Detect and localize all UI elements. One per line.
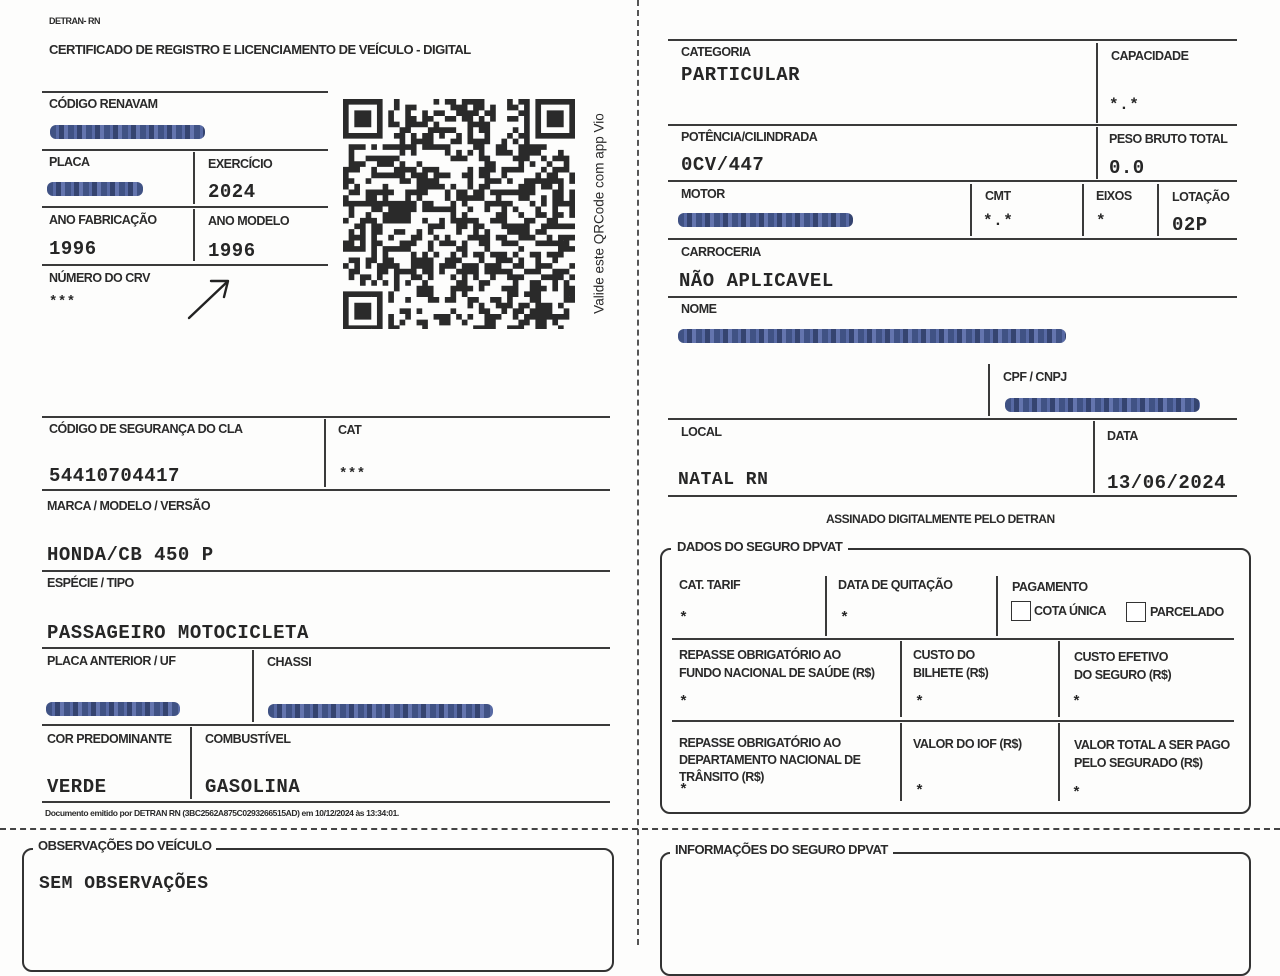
divider	[190, 727, 192, 799]
divider	[668, 296, 1237, 298]
org-name: DETRAN- RN	[49, 16, 100, 26]
info-dpvat-title: INFORMAÇÕES DO SEGURO DPVAT	[675, 842, 888, 857]
placa-anterior-redacted	[46, 702, 180, 716]
data-quitacao-value: *	[840, 610, 850, 627]
iof-value: *	[915, 783, 925, 800]
chassi-redacted	[268, 704, 493, 718]
marca-label: MARCA / MODELO / VERSÃO	[47, 499, 211, 513]
marca-value: HONDA/CB 450 P	[47, 544, 214, 566]
divider	[42, 91, 328, 93]
placa-anterior-label: PLACA ANTERIOR / UF	[47, 654, 176, 668]
cpf-label: CPF / CNPJ	[1003, 370, 1067, 384]
divider	[1058, 641, 1060, 717]
cor-label: COR PREDOMINANTE	[47, 732, 172, 746]
divider	[1157, 184, 1159, 236]
nome-label: NOME	[681, 302, 717, 316]
divider	[1096, 43, 1098, 123]
repasse-transito-label-3: TRÂNSITO (R$)	[679, 770, 764, 784]
cmt-label: CMT	[985, 189, 1011, 203]
qr-caption-wrap	[588, 100, 610, 330]
divider	[668, 39, 1237, 41]
potencia-value: 0CV/447	[681, 154, 765, 176]
total-label-2: PELO SEGURADO (R$)	[1074, 756, 1203, 770]
eixos-label: EIXOS	[1096, 189, 1132, 203]
divider	[252, 650, 254, 722]
renavam-label: CÓDIGO RENAVAM	[49, 97, 158, 111]
data-quitacao-label: DATA DE QUITAÇÃO	[838, 578, 953, 592]
cat-label: CAT	[338, 423, 362, 437]
dpvat-title: DADOS DO SEGURO DPVAT	[677, 539, 843, 554]
divider	[1096, 127, 1098, 179]
divider	[42, 724, 610, 726]
divider	[42, 489, 610, 491]
divider	[672, 638, 1234, 640]
divider	[668, 180, 1237, 182]
data-label: DATA	[1107, 429, 1138, 443]
divider	[970, 184, 972, 236]
especie-value: PASSAGEIRO MOTOCICLETA	[47, 622, 309, 644]
cut-line-horizontal	[0, 828, 1280, 830]
motor-redacted	[678, 213, 853, 227]
divider	[193, 209, 195, 261]
repasse-saude-value: *	[679, 694, 689, 711]
crv-label: NÚMERO DO CRV	[49, 271, 150, 285]
ano-modelo-label: ANO MODELO	[208, 214, 290, 228]
chassi-label: CHASSI	[267, 655, 312, 669]
renavam-redacted	[50, 125, 205, 139]
eixos-value: *	[1096, 212, 1107, 230]
cat-value: ***	[339, 466, 366, 482]
repasse-saude-label-1: REPASSE OBRIGATÓRIO AO	[679, 648, 841, 662]
local-label: LOCAL	[681, 425, 722, 439]
placa-redacted	[47, 182, 143, 196]
divider	[668, 418, 1237, 420]
crv-value: ***	[49, 294, 76, 310]
divider	[42, 149, 328, 151]
observacoes-title: OBSERVAÇÕES DO VEÍCULO	[38, 838, 212, 853]
cat-tarif-value: *	[679, 610, 689, 627]
assinado-text: ASSINADO DIGITALMENTE PELO DETRAN	[826, 512, 1055, 526]
exercicio-value: 2024	[208, 181, 256, 203]
motor-label: MOTOR	[681, 187, 725, 201]
divider	[1082, 184, 1084, 236]
data-value: 13/06/2024	[1107, 472, 1227, 494]
nome-redacted	[678, 329, 1066, 343]
ano-fabricacao-label: ANO FABRICAÇÃO	[49, 213, 157, 227]
total-label-1: VALOR TOTAL A SER PAGO	[1074, 738, 1230, 752]
divider	[193, 152, 195, 204]
divider	[42, 801, 610, 803]
ano-modelo-value: 1996	[208, 240, 256, 262]
divider	[42, 570, 610, 572]
document-title: CERTIFICADO DE REGISTRO E LICENCIAMENTO DE VEÍCULO - DIGITAL	[49, 42, 471, 57]
divider	[42, 206, 328, 208]
observacoes-title-wrap	[33, 837, 216, 855]
divider	[668, 495, 1237, 497]
repasse-transito-label-1: REPASSE OBRIGATÓRIO AO	[679, 736, 841, 750]
footer-note: Documento emitido por DETRAN RN (3BC2562A875C0293266515AD) em 10/12/2024 às 13:34:01.	[45, 808, 399, 818]
handwritten-arrow-icon	[183, 274, 235, 324]
placa-label: PLACA	[49, 155, 90, 169]
custo-efetivo-label-1: CUSTO EFETIVO	[1074, 650, 1168, 664]
divider	[668, 238, 1237, 240]
observacoes-box	[22, 848, 614, 972]
custo-efetivo-label-2: DO SEGURO (R$)	[1074, 668, 1172, 682]
local-value: NATAL RN	[678, 470, 769, 490]
cota-unica-checkbox[interactable]	[1011, 601, 1031, 621]
repasse-transito-label-2: DEPARTAMENTO NACIONAL DE	[679, 753, 861, 767]
categoria-value: PARTICULAR	[681, 64, 801, 86]
divider	[324, 419, 326, 487]
divider	[42, 647, 610, 649]
observacoes-value: SEM OBSERVAÇÕES	[39, 874, 209, 894]
custo-efetivo-value: *	[1072, 694, 1082, 711]
divider	[42, 264, 328, 266]
ano-fabricacao-value: 1996	[49, 238, 97, 260]
total-value: *	[1072, 785, 1082, 802]
divider	[668, 124, 1237, 126]
divider	[825, 576, 827, 636]
divider	[1058, 723, 1060, 801]
divider	[900, 723, 902, 801]
cla-value: 54410704417	[49, 465, 180, 487]
peso-value: 0.0	[1109, 157, 1145, 179]
repasse-transito-value: *	[679, 782, 689, 799]
qr-code-icon	[343, 99, 575, 329]
cmt-value: *.*	[983, 212, 1014, 230]
iof-label: VALOR DO IOF (R$)	[913, 737, 1022, 751]
exercicio-label: EXERCÍCIO	[208, 157, 273, 171]
info-dpvat-title-wrap	[670, 841, 893, 859]
custo-bilhete-value: *	[915, 694, 925, 711]
repasse-saude-label-2: FUNDO NACIONAL DE SAÚDE (R$)	[679, 666, 875, 680]
dpvat-title-wrap	[671, 538, 848, 556]
parcelado-checkbox[interactable]	[1126, 602, 1146, 622]
combustivel-label: COMBUSTÍVEL	[205, 732, 291, 746]
lotacao-label: LOTAÇÃO	[1172, 190, 1230, 204]
divider	[900, 641, 902, 717]
divider	[1093, 421, 1095, 493]
carroceria-value: NÃO APLICAVEL	[679, 270, 834, 292]
divider	[672, 720, 1234, 722]
especie-label: ESPÉCIE / TIPO	[47, 576, 134, 590]
peso-label: PESO BRUTO TOTAL	[1109, 132, 1228, 146]
capacidade-label: CAPACIDADE	[1111, 49, 1189, 63]
pagamento-label: PAGAMENTO	[1012, 580, 1088, 594]
capacidade-value: *.*	[1109, 96, 1140, 114]
carroceria-label: CARROCERIA	[681, 245, 761, 259]
divider	[996, 576, 998, 636]
cor-value: VERDE	[47, 776, 107, 798]
divider	[988, 364, 990, 416]
custo-bilhete-label-2: BILHETE (R$)	[913, 666, 989, 680]
parcelado-label: PARCELADO	[1150, 605, 1224, 619]
categoria-label: CATEGORIA	[681, 45, 751, 59]
potencia-label: POTÊNCIA/CILINDRADA	[681, 130, 818, 144]
info-dpvat-box	[660, 852, 1251, 976]
cat-tarif-label: CAT. TARIF	[679, 578, 741, 592]
combustivel-value: GASOLINA	[205, 776, 301, 798]
fold-line-vertical	[637, 0, 639, 945]
cla-label: CÓDIGO DE SEGURANÇA DO CLA	[49, 422, 243, 436]
cpf-redacted	[1005, 398, 1200, 412]
divider	[42, 416, 610, 418]
qr-caption: Valide este QRCode com app Vio	[591, 113, 607, 314]
custo-bilhete-label-1: CUSTO DO	[913, 648, 975, 662]
lotacao-value: 02P	[1172, 214, 1208, 236]
cota-unica-label: COTA ÚNICA	[1034, 604, 1107, 618]
